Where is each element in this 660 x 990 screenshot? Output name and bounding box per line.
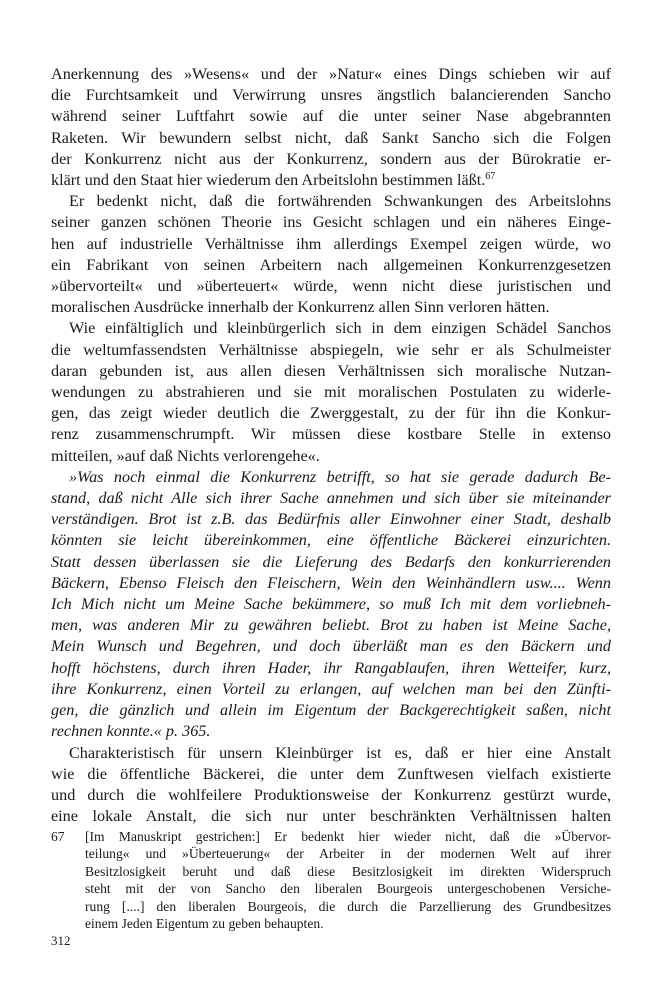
text-line: und durch die wohlfeilere Produktionsweise der Konkurrenz gestürzt wurde, [51, 785, 611, 804]
paragraph [51, 743, 611, 828]
footnote-reference[interactable]: 67 [485, 171, 496, 183]
text-line: men, was anderen Mir zu gewähren beliebt. Brot zu haben ist Meine Sache, [51, 616, 611, 635]
text-line: Raketen. Wir bewundern selbst nicht, daß Sankt Sancho sich die Folgen [51, 128, 611, 147]
text-line: könnten sie leicht übereinkommen, eine öffentliche Bäckerei einzurichten. [51, 531, 611, 550]
page-number: 312 [51, 933, 71, 948]
text-line: wendungen zu abstrahieren und sie mit moralischen Postulaten zu widerle- [51, 383, 611, 402]
text-line: rechnen konnte.« p. 365. [51, 722, 211, 741]
footnote-line: steht mit der von Sancho den liberalen Bourgeois untergeschobenen Versiche- [85, 881, 611, 897]
text-line: die weltumfassendsten Verhältnisse abspiegeln, wie sehr er als Schulmeister [51, 340, 611, 359]
footnote-line: Besitzlosigkeit beruht und daß diese Besitzlosigkeit im direkten Widerspruch [85, 863, 611, 879]
text-line: gen, das zeigt wieder deutlich die Zwerggestalt, zu der für ihn die Konkur- [51, 404, 611, 423]
text-line: Mein Wunsch und Begehren, und doch überläßt man es den Bäckern und [51, 637, 611, 656]
text-line: Anerkennung des »Wesens« und der »Natur« eines Dings schieben wir auf [51, 65, 611, 83]
text-line: verständigen. Brot ist z.B. das Bedürfnis aller Einwohner einer Stadt, deshalb [51, 510, 611, 529]
text-line: renz zusammenschrumpft. Wir müssen diese kostbare Stelle in extenso [51, 425, 611, 444]
text-line: wie die öffentliche Bäckerei, die unter dem Zunftwesen vielfach existierte [51, 764, 611, 783]
footnote-line: teilung« und »Überteuerung« der Arbeiter in der modernen Welt auf ihrer [85, 846, 611, 862]
text-line: seiner ganzen schönen Theorie ins Gesicht schlagen und ein näheres Einge- [51, 213, 611, 232]
text-line: mitteilen, »auf daß Nichts verlorengehe«. [51, 446, 320, 465]
text-line: Wie einfältiglich und kleinbürgerlich sich in dem einzigen Schädel Sanchos [69, 319, 611, 338]
footnote-line: einem Jeden Eigentum zu geben behaupten. [85, 916, 324, 932]
footnote [51, 828, 611, 932]
text-line: hen auf industrielle Verhältnisse ihm allerdings Exempel zeigen würde, wo [51, 234, 611, 253]
text-line: klärt und den Staat hier wiederum den Arbeitslohn bestimmen läßt.$^{67}$ [51, 171, 496, 190]
text-line: daran gebunden ist, aus allen diesen Verhältnissen sich moralische Nutzan- [51, 361, 611, 380]
text-line: Er bedenkt nicht, daß die fortwährenden Schwankungen des Arbeitslohns [69, 192, 611, 211]
text-line: während seiner Luftfahrt sowie auf die unter seiner Nase abgebrannten [51, 107, 611, 126]
text-line: »übervorteilt« und »überteuert« würde, wenn nicht diese juristischen und [51, 277, 611, 296]
text-line: die Furchtsamkeit und Verwirrung unsres ängstlich balancierenden Sancho [51, 86, 611, 105]
text-line: ein Fabrikant von seinen Arbeitern nach allgemeinen Konkurrenzgesetzen [51, 255, 611, 274]
text-line: eine lokale Anstalt, die sich nur unter beschränkten Verhältnissen halten [51, 807, 611, 826]
body-text [51, 64, 611, 827]
footnote-line: [Im Manuskript gestrichen:] Er bedenkt hier wieder nicht, daß die »Übervor- [85, 829, 611, 844]
text-line: Ich Mich nicht um Meine Sache bekümmere, so muß Ich mit dem vorliebneh- [51, 595, 611, 614]
text-line: »Was noch einmal die Konkurrenz betrifft, so hat sie gerade dadurch Be- [69, 467, 611, 486]
text-line: Bäckern, Ebenso Fleisch den Fleischern, Wein den Weinhändlern usw.... Wenn [51, 573, 611, 592]
text-line: moralischen Ausdrücke innerhalb der Konkurrenz allen Sinn verloren hätten. [51, 298, 550, 317]
text-line: der Konkurrenz nicht aus der Konkurrenz, sondern aus der Bürokratie er- [51, 149, 611, 168]
paragraph [51, 467, 611, 743]
text-line: gen, die gänzlich und allein im Eigentum der Backgerechtigkeit saßen, nicht [51, 701, 611, 720]
paragraph [51, 64, 611, 191]
text-line: hofft höchstens, durch ihren Hader, ihr Rangablaufen, ihren Wetteifer, kurz, [51, 658, 611, 677]
paragraph [51, 191, 611, 318]
text-line: ihre Konkurrenz, einen Vorteil zu erlangen, auf welchen man bei den Zünfti- [51, 679, 611, 698]
footnote-text [85, 828, 611, 932]
text-line: stand, daß nicht Alle sich ihrer Sache annehmen und sich über sie miteinander [51, 489, 611, 508]
text-line: Statt dessen überlassen sie die Lieferung des Bedarfs den konkurrierenden [51, 552, 611, 571]
footnote-line: rung [....] den liberalen Bourgeois, die durch die Parzellierung des Grundbesitzes [85, 898, 611, 914]
paragraph [51, 318, 611, 466]
text-line: Charakteristisch für unsern Kleinbürger ist es, daß er hier eine Anstalt [69, 743, 611, 762]
footnote-number: 67 [51, 829, 65, 844]
